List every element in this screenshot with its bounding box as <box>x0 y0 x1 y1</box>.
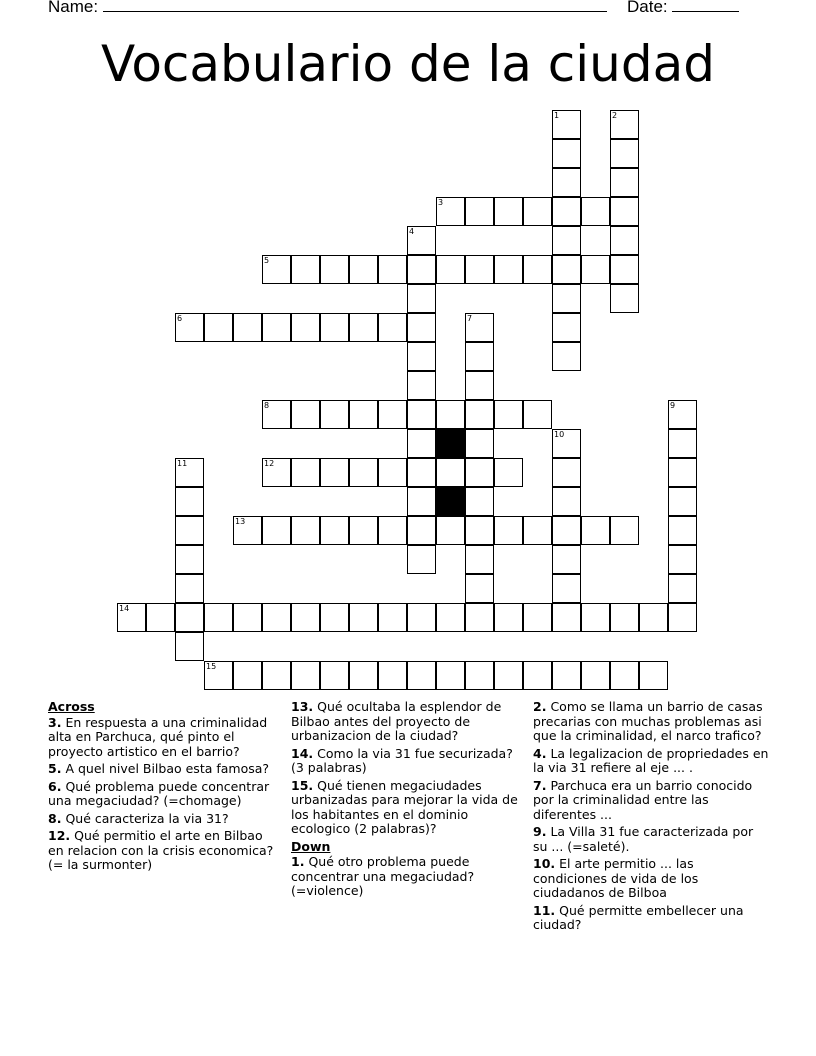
clue-across-13: 13. Qué ocultaba la esplendor de Bilbao antes del proyecto de urbanizacion de la ciudad? <box>291 699 502 743</box>
crossword-cell[interactable] <box>407 226 436 255</box>
crossword-cell[interactable] <box>349 516 378 545</box>
crossword-cell[interactable] <box>465 313 494 342</box>
crossword-cell[interactable] <box>262 516 291 545</box>
crossword-cell[interactable] <box>668 487 697 516</box>
down-heading: Down <box>291 838 331 854</box>
crossword-cell[interactable] <box>320 313 349 342</box>
clue-down-9: 9. La Villa 31 fue caracterizada por su ... (=saleté). <box>533 824 754 854</box>
crossword-cell[interactable] <box>581 197 610 226</box>
crossword-cell[interactable] <box>349 603 378 632</box>
crossword-cell[interactable] <box>436 661 465 690</box>
crossword-cell[interactable] <box>436 400 465 429</box>
crossword-cell[interactable] <box>262 313 291 342</box>
crossword-cell[interactable] <box>523 516 552 545</box>
crossword-cell[interactable] <box>494 516 523 545</box>
crossword-cell[interactable] <box>668 603 697 632</box>
clue-across-8: 8. Qué caracteriza la via 31? <box>48 810 229 826</box>
crossword-cell[interactable] <box>291 458 320 487</box>
crossword-cell[interactable] <box>262 603 291 632</box>
crossword-cell[interactable] <box>552 255 581 284</box>
crossword-cell[interactable] <box>610 197 639 226</box>
crossword-cell[interactable] <box>465 342 494 371</box>
crossword-cell[interactable] <box>552 545 581 574</box>
crossword-cell[interactable] <box>581 255 610 284</box>
crossword-cell[interactable] <box>407 516 436 545</box>
clue-across-15: 15. Qué tienen megaciudades urbanizadas para mejorar la vida de los habitantes en el dominio ecologico (2 palabras)? <box>291 777 518 836</box>
crossword-cell[interactable] <box>668 516 697 545</box>
crossword-cell[interactable] <box>610 226 639 255</box>
crossword-cell[interactable] <box>465 197 494 226</box>
crossword-cell[interactable] <box>407 313 436 342</box>
crossword-cell[interactable] <box>407 458 436 487</box>
black-square <box>436 487 465 516</box>
crossword-cell[interactable] <box>552 429 581 458</box>
crossword-cell[interactable] <box>320 661 349 690</box>
crossword-cell[interactable] <box>668 429 697 458</box>
crossword-cell[interactable] <box>175 458 204 487</box>
crossword-cell[interactable] <box>552 603 581 632</box>
crossword-cell[interactable] <box>407 429 436 458</box>
crossword-cell[interactable] <box>668 458 697 487</box>
crossword-cell[interactable] <box>465 487 494 516</box>
crossword-cell[interactable] <box>407 255 436 284</box>
clue-number: 8 <box>264 401 270 410</box>
clue-number: 2 <box>612 111 618 120</box>
crossword-cell[interactable] <box>407 342 436 371</box>
crossword-cell[interactable] <box>349 661 378 690</box>
crossword-cell[interactable] <box>610 139 639 168</box>
clue-number: 3 <box>438 198 444 207</box>
clue-across-3: 3. En respuesta a una criminalidad alta en Parchuca, qué pinto el proyecto artistico en el barrio? <box>48 714 268 759</box>
crossword-cell[interactable] <box>552 458 581 487</box>
crossword-cell[interactable] <box>407 545 436 574</box>
crossword-cell[interactable] <box>552 487 581 516</box>
crossword-cell[interactable] <box>552 139 581 168</box>
clue-number: 9 <box>670 401 676 410</box>
crossword-cell[interactable] <box>175 632 204 661</box>
crossword-cell[interactable] <box>146 603 175 632</box>
crossword-cell[interactable] <box>407 487 436 516</box>
crossword-cell[interactable] <box>349 400 378 429</box>
crossword-cell[interactable] <box>436 197 465 226</box>
crossword-cell[interactable] <box>175 545 204 574</box>
clue-down-10: 10. El arte permitio ... las condiciones de vida de los ciudadanos de Bilboa <box>533 856 699 900</box>
crossword-cell[interactable] <box>349 458 378 487</box>
crossword-cell[interactable] <box>233 516 262 545</box>
crossword-cell[interactable] <box>378 400 407 429</box>
crossword-cell[interactable] <box>639 603 668 632</box>
crossword-cell[interactable] <box>552 313 581 342</box>
crossword-cell[interactable] <box>552 197 581 226</box>
clue-number: 12 <box>264 459 275 468</box>
crossword-cell[interactable] <box>610 516 639 545</box>
crossword-cell[interactable] <box>378 458 407 487</box>
across-heading: Across <box>48 699 95 714</box>
crossword-cell[interactable] <box>378 661 407 690</box>
crossword-cell[interactable] <box>610 603 639 632</box>
crossword-cell[interactable] <box>465 661 494 690</box>
crossword-cell[interactable] <box>465 603 494 632</box>
date-label: Date: <box>627 0 668 16</box>
crossword-cell[interactable] <box>407 371 436 400</box>
crossword-cell[interactable] <box>494 458 523 487</box>
crossword-cell[interactable] <box>668 545 697 574</box>
crossword-cell[interactable] <box>233 313 262 342</box>
crossword-cell[interactable] <box>552 516 581 545</box>
crossword-cell[interactable] <box>465 516 494 545</box>
crossword-cell[interactable] <box>465 545 494 574</box>
crossword-cell[interactable] <box>407 661 436 690</box>
crossword-cell[interactable] <box>552 342 581 371</box>
crossword-cell[interactable] <box>494 661 523 690</box>
crossword-cell[interactable] <box>610 661 639 690</box>
crossword-cell[interactable] <box>465 371 494 400</box>
crossword-cell[interactable] <box>378 255 407 284</box>
clue-across-6: 6. Qué problema puede concentrar una megaciudad? (=chomage) <box>48 778 270 808</box>
crossword-cell[interactable] <box>581 603 610 632</box>
crossword-cell[interactable] <box>523 400 552 429</box>
crossword-cell[interactable] <box>581 661 610 690</box>
crossword-cell[interactable] <box>668 574 697 603</box>
clues-column-1 <box>48 700 280 876</box>
clue-number: 11 <box>177 459 188 468</box>
clues-column-3 <box>533 700 769 936</box>
crossword-cell[interactable] <box>436 458 465 487</box>
crossword-cell[interactable] <box>465 574 494 603</box>
crossword-cell[interactable] <box>175 487 204 516</box>
clue-number: 13 <box>235 517 246 526</box>
clue-number: 14 <box>119 604 130 613</box>
crossword-cell[interactable] <box>639 661 668 690</box>
crossword-cell[interactable] <box>291 313 320 342</box>
crossword-cell[interactable] <box>581 516 610 545</box>
crossword-cell[interactable] <box>552 168 581 197</box>
crossword-cell[interactable] <box>523 255 552 284</box>
black-square <box>436 429 465 458</box>
clue-number: 1 <box>554 111 560 120</box>
crossword-cell[interactable] <box>349 313 378 342</box>
crossword-cell[interactable] <box>668 400 697 429</box>
crossword-cell[interactable] <box>407 603 436 632</box>
crossword-cell[interactable] <box>552 226 581 255</box>
crossword-cell[interactable] <box>291 516 320 545</box>
crossword-cell[interactable] <box>494 255 523 284</box>
crossword-cell[interactable] <box>233 661 262 690</box>
clue-down-2: 2. Como se llama un barrio de casas precarias con muchas problemas asi que la criminalidad, el narco trafico? <box>533 699 763 743</box>
crossword-cell[interactable] <box>610 168 639 197</box>
crossword-cell[interactable] <box>494 197 523 226</box>
crossword-cell[interactable] <box>349 255 378 284</box>
clue-across-12: 12. Qué permitio el arte en Bilbao en relacion con la crisis economica? (= la surmonter) <box>48 828 274 872</box>
crossword-cell[interactable] <box>262 458 291 487</box>
crossword-cell[interactable] <box>117 603 146 632</box>
clue-number: 7 <box>467 314 473 323</box>
crossword-cell[interactable] <box>610 284 639 313</box>
crossword-cell[interactable] <box>262 400 291 429</box>
crossword-cell[interactable] <box>436 255 465 284</box>
crossword-cell[interactable] <box>291 603 320 632</box>
crossword-cell[interactable] <box>465 400 494 429</box>
clue-down-1: 1. Qué otro problema puede concentrar una megaciudad? (=violence) <box>291 854 475 898</box>
crossword-cell[interactable] <box>523 661 552 690</box>
crossword-cell[interactable] <box>465 458 494 487</box>
crossword-cell[interactable] <box>233 603 262 632</box>
crossword-cell[interactable] <box>465 255 494 284</box>
crossword-cell[interactable] <box>320 255 349 284</box>
crossword-cell[interactable] <box>204 661 233 690</box>
crossword-cell[interactable] <box>291 400 320 429</box>
crossword-cell[interactable] <box>262 255 291 284</box>
crossword-cell[interactable] <box>204 313 233 342</box>
clue-down-11: 11. Qué permitte embellecer una ciudad? <box>533 902 744 932</box>
page-title: Vocabulario de la ciudad <box>101 35 715 93</box>
crossword-cell[interactable] <box>175 516 204 545</box>
clues-column-2 <box>291 700 519 902</box>
crossword-cell[interactable] <box>436 516 465 545</box>
crossword-cell[interactable] <box>320 516 349 545</box>
clue-down-7: 7. Parchuca era un barrio conocido por la criminalidad entre las diferentes ... <box>533 777 753 822</box>
crossword-cell[interactable] <box>378 313 407 342</box>
crossword-cell[interactable] <box>378 516 407 545</box>
clue-number: 15 <box>206 662 217 671</box>
crossword-cell[interactable] <box>610 110 639 139</box>
crossword-cell[interactable] <box>465 429 494 458</box>
clue-across-5: 5. A quel nivel Bilbao esta famosa? <box>48 761 270 776</box>
crossword-cell[interactable] <box>407 284 436 313</box>
crossword-cell[interactable] <box>175 313 204 342</box>
name-label: Name: <box>48 0 99 16</box>
crossword-cell[interactable] <box>523 603 552 632</box>
crossword-cell[interactable] <box>262 661 291 690</box>
crossword-cell[interactable] <box>378 603 407 632</box>
crossword-cell[interactable] <box>552 110 581 139</box>
crossword-cell[interactable] <box>494 400 523 429</box>
clue-number: 10 <box>554 430 565 439</box>
crossword-cell[interactable] <box>175 603 204 632</box>
crossword-cell[interactable] <box>175 574 204 603</box>
crossword-cell[interactable] <box>494 603 523 632</box>
clue-down-4: 4. La legalizacion de propriedades en la via 31 refiere al eje ... . <box>533 745 769 775</box>
crossword-cell[interactable] <box>523 197 552 226</box>
crossword-cell[interactable] <box>552 284 581 313</box>
crossword-cell[interactable] <box>552 661 581 690</box>
crossword-cell[interactable] <box>291 255 320 284</box>
crossword-cell[interactable] <box>320 603 349 632</box>
crossword-cell[interactable] <box>320 458 349 487</box>
crossword-cell[interactable] <box>552 574 581 603</box>
clue-number: 6 <box>177 314 183 323</box>
crossword-cell[interactable] <box>610 255 639 284</box>
clue-number: 4 <box>409 227 415 236</box>
crossword-cell[interactable] <box>204 603 233 632</box>
crossword-cell[interactable] <box>407 400 436 429</box>
clue-number: 5 <box>264 256 270 265</box>
clue-across-14: 14. Como la via 31 fue securizada? (3 palabras) <box>291 745 513 775</box>
crossword-cell[interactable] <box>291 661 320 690</box>
crossword-cell[interactable] <box>436 603 465 632</box>
crossword-cell[interactable] <box>320 400 349 429</box>
